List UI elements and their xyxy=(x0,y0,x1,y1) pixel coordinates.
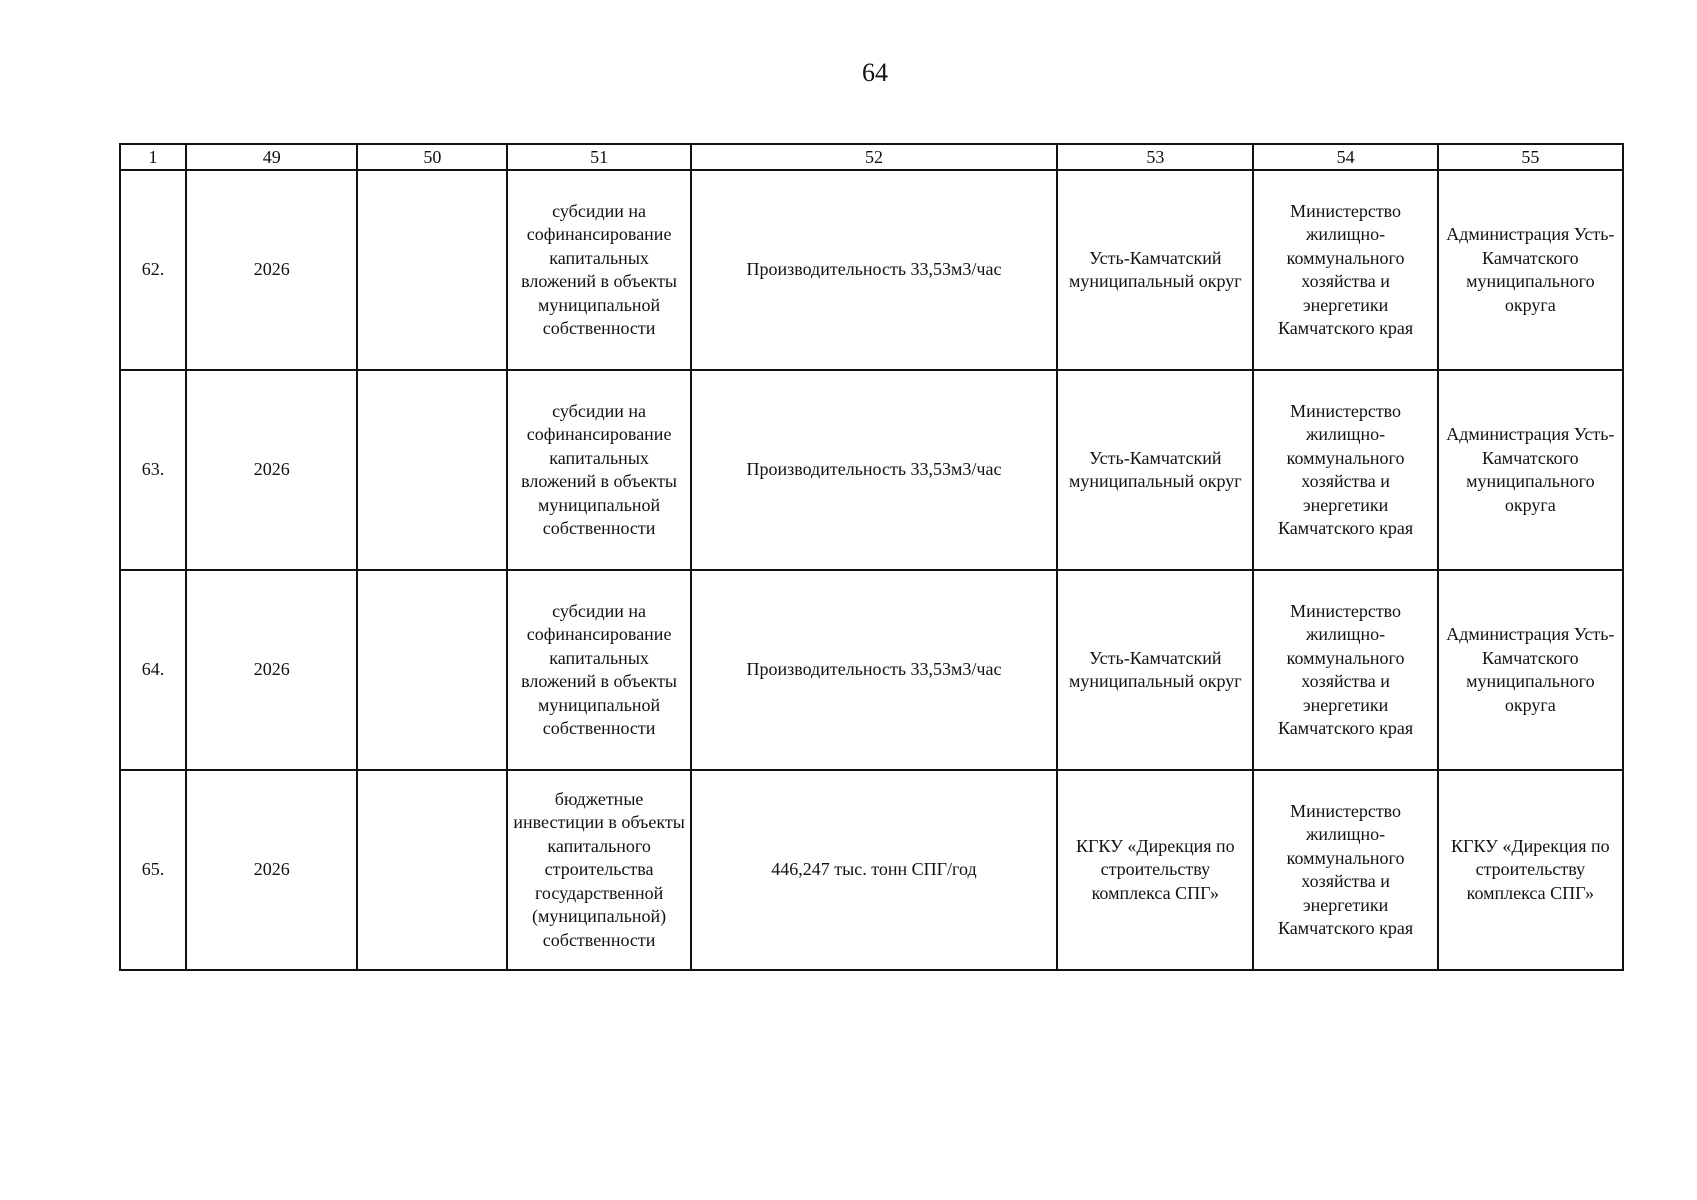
column-header: 50 xyxy=(357,144,507,170)
year-cell: 2026 xyxy=(186,370,357,570)
column-header: 53 xyxy=(1057,144,1253,170)
column-header: 52 xyxy=(691,144,1057,170)
data-table xyxy=(119,143,1624,971)
column-header: 49 xyxy=(186,144,357,170)
year-cell: 2026 xyxy=(186,570,357,770)
funding-type-cell: субсидии на софинансирование капитальных вложений в объекты муниципальной собственности xyxy=(507,570,690,770)
executor-cell: Администрация Усть-Камчатского муниципального округа xyxy=(1438,170,1623,370)
empty-cell xyxy=(357,370,507,570)
row-number-cell: 62. xyxy=(120,170,186,370)
table-row xyxy=(120,570,1623,770)
ministry-cell: Министерство жилищно-коммунального хозяйства и энергетики Камчатского края xyxy=(1253,170,1437,370)
empty-cell xyxy=(357,770,507,970)
page-number: 64 xyxy=(862,58,888,87)
table-row xyxy=(120,170,1623,370)
empty-cell xyxy=(357,170,507,370)
year-cell: 2026 xyxy=(186,770,357,970)
executor-cell: КГКУ «Дирекция по строительству комплекса СПГ» xyxy=(1438,770,1623,970)
table-header-row xyxy=(120,144,1623,170)
empty-cell xyxy=(357,570,507,770)
ministry-cell: Министерство жилищно-коммунального хозяйства и энергетики Камчатского края xyxy=(1253,770,1437,970)
executor-cell: Администрация Усть-Камчатского муниципального округа xyxy=(1438,370,1623,570)
location-cell: Усть-Камчатский муниципальный округ xyxy=(1057,570,1253,770)
table-row xyxy=(120,370,1623,570)
ministry-cell: Министерство жилищно-коммунального хозяйства и энергетики Камчатского края xyxy=(1253,570,1437,770)
table-row xyxy=(120,770,1623,970)
capacity-cell: Производительность 33,53м3/час xyxy=(691,370,1057,570)
row-number-cell: 65. xyxy=(120,770,186,970)
year-cell: 2026 xyxy=(186,170,357,370)
row-number-cell: 63. xyxy=(120,370,186,570)
row-number-cell: 64. xyxy=(120,570,186,770)
location-cell: Усть-Камчатский муниципальный округ xyxy=(1057,370,1253,570)
executor-cell: Администрация Усть-Камчатского муниципального округа xyxy=(1438,570,1623,770)
location-cell: КГКУ «Дирекция по строительству комплекса СПГ» xyxy=(1057,770,1253,970)
column-header: 1 xyxy=(120,144,186,170)
capacity-cell: Производительность 33,53м3/час xyxy=(691,570,1057,770)
funding-type-cell: бюджетные инвестиции в объекты капитального строительства государственной (муниципальной) собственности xyxy=(507,770,690,970)
column-header: 54 xyxy=(1253,144,1437,170)
location-cell: Усть-Камчатский муниципальный округ xyxy=(1057,170,1253,370)
capacity-cell: 446,247 тыс. тонн СПГ/год xyxy=(691,770,1057,970)
column-header: 55 xyxy=(1438,144,1623,170)
column-header: 51 xyxy=(507,144,690,170)
funding-type-cell: субсидии на софинансирование капитальных вложений в объекты муниципальной собственности xyxy=(507,170,690,370)
capacity-cell: Производительность 33,53м3/час xyxy=(691,170,1057,370)
ministry-cell: Министерство жилищно-коммунального хозяйства и энергетики Камчатского края xyxy=(1253,370,1437,570)
funding-type-cell: субсидии на софинансирование капитальных вложений в объекты муниципальной собственности xyxy=(507,370,690,570)
